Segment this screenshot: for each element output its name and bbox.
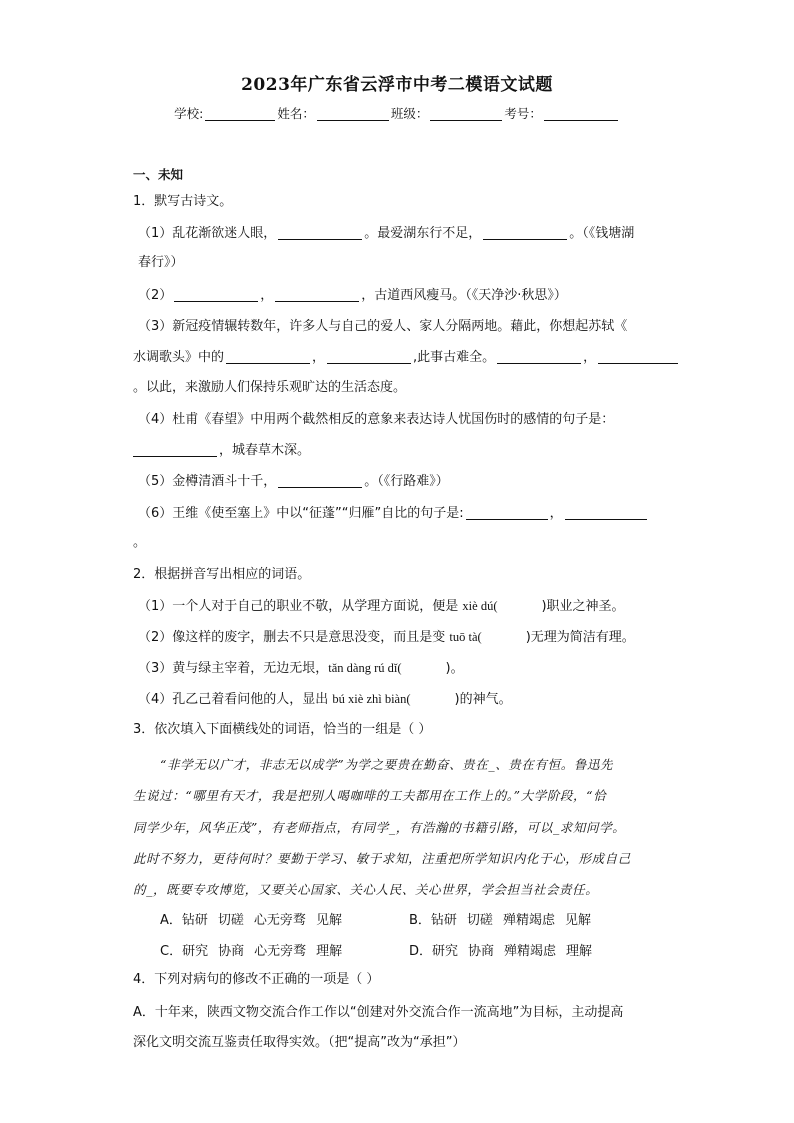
q1-part4: （4）杜甫《春望》中用两个截然相反的意象来表达诗人忧国伤时的感情的句子是： [138, 412, 615, 427]
answer-blank[interactable] [174, 286, 258, 302]
q2-p3-text-b: )。 [445, 661, 464, 676]
option-text: 协商 [218, 944, 245, 959]
answer-blank[interactable] [278, 224, 362, 240]
answer-blank[interactable] [466, 504, 548, 520]
q4-option-a-cont: 深化文明交流互鉴责任取得实效。（把“提高”改为“承担”） [133, 1035, 466, 1050]
passage-line: 的_，既要专攻博览，又要关心国家、关心人民、关心世界，学会担当社会责任。 [133, 882, 599, 897]
q2-stem: 2．根据拼音写出相应的词语。 [133, 567, 311, 582]
option-text: 理解 [566, 944, 593, 959]
answer-blank[interactable] [497, 348, 581, 364]
option-text: A．钻研 [160, 913, 208, 928]
q1-part6-end: 。 [133, 535, 147, 550]
q2-part2 [138, 628, 635, 647]
option-text: 切磋 [217, 913, 244, 928]
q1-part5 [138, 472, 449, 491]
q4-stem: 4．下列对病句的修改不正确的一项是（ ） [133, 972, 380, 987]
passage-line: 此时不努力，更待何时？要勤于学习、敏于求知，注重把所学知识内化于心，形成自己 [133, 851, 631, 866]
number-field[interactable] [544, 106, 618, 121]
option-b[interactable] [409, 909, 591, 928]
q1-p1-text-b: 。最爱湖东行不足， [364, 226, 482, 241]
name-label: 姓名： [277, 106, 315, 121]
q1-part1 [138, 224, 634, 243]
q1-stem: 1．默写古诗文。 [133, 194, 233, 209]
q2-p2-text-a: （2）像这样的废字，删去不只是意思没变，而且是变 [138, 630, 446, 645]
q2-part4 [138, 690, 512, 709]
pinyin: tǎn dàng rú dǐ( [328, 661, 402, 675]
passage-line: “非学无以广才，非志无以成学”为学之要贵在勤奋、贵在_、贵在有恒。鲁迅先 [160, 757, 614, 772]
passage-line: 生说过：“哪里有天才，我是把别人喝咖啡的工夫都用在工作上的。”大学阶段，“恰 [133, 788, 607, 803]
answer-blank[interactable] [327, 348, 411, 364]
q1-part1-cont: 春行》） [138, 255, 184, 270]
answer-blank[interactable] [598, 348, 678, 364]
q1-p5-text-a: （5）金樽清酒斗十千， [138, 474, 277, 489]
pinyin: bú xiè zhì biàn( [332, 692, 411, 706]
class-label: 班级： [390, 106, 429, 121]
q1-p1-text-c: 。（《钱塘湖 [569, 226, 635, 241]
q1-part3-cont [133, 348, 680, 367]
option-text: 殚精竭虑 [502, 913, 555, 928]
q1-p3-text-b: 水调歌头》中的 [133, 350, 225, 365]
option-text: 理解 [316, 944, 343, 959]
answer-blank[interactable] [133, 441, 217, 457]
class-field[interactable] [430, 106, 502, 121]
option-text: B．钻研 [409, 913, 457, 928]
q1-part4-cont [133, 441, 310, 460]
name-field[interactable] [317, 106, 389, 121]
option-text: C．研究 [160, 944, 209, 959]
section-heading: 一、未知 [133, 167, 184, 182]
number-label: 考号： [504, 106, 542, 121]
answer-blank[interactable] [278, 472, 362, 488]
option-text: 切磋 [466, 913, 493, 928]
school-field[interactable] [205, 106, 275, 121]
q4-option-a[interactable]: A．十年来，陕西文物交流合作工作以“创建对外交流合作一流高地”为目标，主动提高 [133, 1005, 624, 1020]
option-text: 协商 [468, 944, 495, 959]
q1-p3-text-c: ， [312, 350, 326, 365]
q1-p5-text-b: 。（《行路难》） [364, 474, 449, 489]
q2-part3 [138, 659, 464, 678]
q1-p6-text-b: ， [549, 506, 563, 521]
q1-part6 [138, 504, 649, 523]
q1-p2-text-b: ， [260, 288, 274, 303]
student-info-line [0, 104, 794, 122]
q1-p2-text-a: （2） [138, 288, 173, 303]
option-text: 心无旁骛 [254, 944, 307, 959]
q2-p2-text-b: )无理为简洁有理。 [525, 630, 635, 645]
option-text: 殚精竭虑 [504, 944, 557, 959]
q2-p1-text-b: )职业之神圣。 [541, 599, 625, 614]
q2-p4-text-a: （4）孔乙己着看问他的人，显出 [138, 692, 329, 707]
answer-blank[interactable] [226, 348, 310, 364]
q1-p6-text-a: （6）王维《使至塞上》中以“征蓬”“归雁”自比的句子是: [138, 506, 464, 521]
q1-p3-text-d: ,此事古难全。 [413, 350, 496, 365]
q2-part1 [138, 597, 625, 616]
q1-p3-text-e: ， [583, 350, 597, 365]
pinyin: xiè dú( [462, 599, 498, 613]
q1-part3: （3）新冠疫情辗转数年，许多人与自己的爱人、家人分隔两地。藉此，你想起苏轼《 [138, 319, 628, 334]
option-d[interactable] [409, 940, 592, 959]
q1-p2-text-c: ，古道西风瘦马。（《天净沙·秋思》） [361, 288, 567, 303]
page-title: 2023年广东省云浮市中考二模语文试题 [241, 75, 553, 95]
passage-line: 同学少年，风华正茂”，有老师指点，有同学_，有浩瀚的书籍引路，可以_求知问学。 [133, 820, 626, 835]
option-text: D．研究 [409, 944, 459, 959]
pinyin: tuō tà( [449, 630, 482, 644]
answer-blank[interactable] [275, 286, 359, 302]
q1-part3-end: 。以此，来激励人们保持乐观旷达的生活态度。 [133, 380, 407, 395]
option-text: 见解 [564, 913, 591, 928]
q2-p3-text-a: （3）黄与绿主宰着，无边无垠， [138, 661, 329, 676]
option-a[interactable] [160, 909, 342, 928]
school-label: 学校: [174, 106, 204, 121]
q1-p4-text-b: ，城春草木深。 [219, 443, 311, 458]
option-text: 见解 [315, 913, 342, 928]
q1-p1-text-a: （1）乱花渐欲迷人眼， [138, 226, 277, 241]
answer-blank[interactable] [483, 224, 567, 240]
q2-p4-text-b: )的神气。 [454, 692, 512, 707]
option-c[interactable] [160, 940, 342, 959]
answer-blank[interactable] [565, 504, 647, 520]
q3-stem: 3．依次填入下面横线处的词语，恰当的一组是（ ） [133, 722, 432, 737]
option-text: 心无旁骛 [253, 913, 306, 928]
q1-part2 [138, 286, 567, 305]
q2-p1-text-a: （1）一个人对于自己的职业不敬，从学理方面说，便是 [138, 599, 459, 614]
